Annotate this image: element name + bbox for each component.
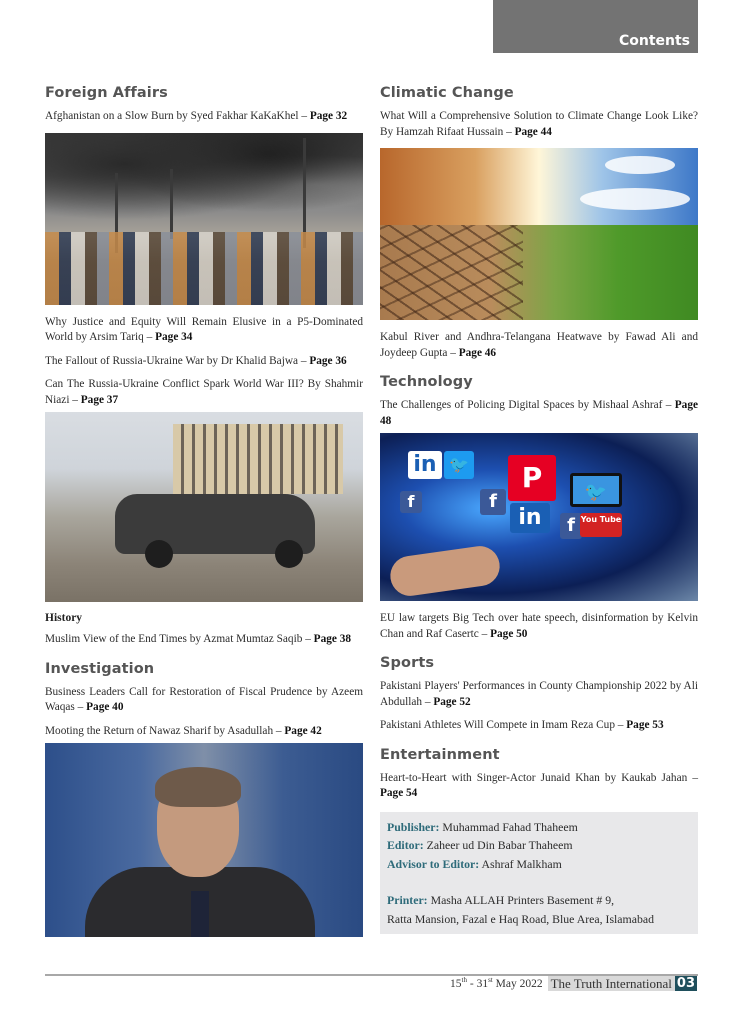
building (173, 424, 343, 494)
toc-entry[interactable] (45, 685, 363, 716)
facebook-icon: f (560, 513, 582, 539)
cloud (580, 188, 690, 210)
publisher-line (387, 818, 690, 837)
utility-pole (170, 169, 173, 239)
entry-page: Page 38 (313, 633, 352, 645)
entry-title: Afghanistan on a Slow Burn by Syed Fakhar KaKaKhel – (45, 110, 310, 122)
contents-label: Contents (618, 33, 690, 49)
tie (191, 891, 209, 937)
linkedin-icon: in (510, 503, 550, 533)
youtube-icon: You Tube (580, 513, 622, 537)
printer-address-2: Ratta Mansion, Fazal e Haq Road, Blue Area, Islamabad (387, 911, 654, 926)
entry-page: Page 37 (80, 393, 119, 406)
editor-name: Zaheer ud Din Babar Thaheem (423, 838, 573, 852)
entry-page: Page 34 (155, 331, 193, 343)
cloud (605, 156, 675, 174)
entry-page: Page 36 (309, 354, 347, 367)
twitter-icon: 🐦 (444, 451, 474, 479)
hair (155, 767, 241, 807)
entry-title: Mooting the Return of Nawaz Sharif by Asadullah – (45, 724, 285, 737)
issue-date: 15th - 31st May 2022 (450, 975, 543, 990)
page-footer (450, 976, 697, 991)
ukraine-destroyed-car-photo (45, 412, 363, 602)
toc-entry[interactable] (45, 315, 363, 346)
nawaz-sharif-portrait-photo (45, 743, 363, 937)
afghanistan-smoke-photo (45, 133, 363, 305)
credits-box (380, 812, 698, 935)
car-wheel (275, 540, 303, 568)
contents-tab (493, 0, 698, 53)
section-heading-foreign-affairs: Foreign Affairs (45, 85, 168, 101)
entry-page: Page 53 (626, 719, 664, 731)
entry-title: The Challenges of Policing Digital Spaces by Mishaal Ashraf – (380, 399, 675, 411)
entry-title: Muslim View of the End Times by Azmat Mumtaz Saqib – (45, 633, 314, 645)
entry-page: Page 48 (380, 399, 698, 427)
page-number: 03 (676, 976, 695, 991)
entry-page: Page 42 (284, 724, 322, 737)
section-heading-investigation: Investigation (45, 660, 155, 677)
crowd (45, 232, 363, 304)
linkedin-icon: in (408, 451, 442, 479)
entry-title: The Fallout of Russia-Ukraine War by Dr Khalid Bajwa – (45, 354, 310, 367)
toc-entry[interactable] (380, 611, 698, 642)
toc-entry[interactable] (380, 718, 698, 734)
entry-title: Pakistani Athletes Will Compete in Imam Reza Cup – (380, 719, 627, 731)
toc-entry[interactable] (380, 330, 698, 361)
advisor-name: Ashraf Malkham (479, 856, 562, 871)
facebook-icon: f (480, 489, 506, 515)
entry-title: What Will a Comprehensive Solution to Climate Change Look Like? By Hamzah Rifaat Hussain – (380, 110, 698, 138)
entry-title: Why Justice and Equity Will Remain Elusive in a P5-Dominated World by Arsim Tariq – (45, 315, 363, 343)
entry-title: Can The Russia-Ukraine Conflict Spark World War III? By Shahmir Niazi – (45, 378, 363, 406)
toc-entry[interactable] (45, 354, 363, 370)
entry-page: Page 44 (514, 125, 552, 138)
entry-title: Business Leaders Call for Restoration of Fiscal Prudence by Azeem Waqas – (45, 685, 363, 713)
magazine-name: The Truth International (548, 976, 675, 991)
section-heading-history: History (45, 612, 83, 624)
toc-entry[interactable] (45, 377, 363, 408)
section-heading-technology: Technology (380, 374, 473, 390)
entry-page: Page 54 (380, 787, 418, 799)
publisher-name: Muhammad Fahad Thaheem (439, 819, 578, 834)
utility-pole (303, 138, 306, 248)
publisher-label: Publisher: (387, 819, 440, 834)
editor-line (387, 836, 690, 855)
car-wheel (145, 540, 173, 568)
printer-address-1: Masha ALLAH Printers Basement # 9, (427, 893, 615, 907)
toc-entry[interactable] (45, 724, 363, 740)
entry-title: Kabul River and Andhra-Telangana Heatwave by Fawad Ali and Joydeep Gupta – (380, 331, 698, 359)
toc-entry[interactable] (45, 109, 363, 125)
printer-line (387, 891, 690, 910)
advisor-label: Advisor to Editor: (387, 856, 480, 871)
toc-entry[interactable] (380, 679, 698, 710)
smoke-cloud (45, 133, 363, 236)
entry-title: EU law targets Big Tech over hate speech, disinformation by Kelvin Chan and Raf Casertc – (380, 612, 698, 640)
climate-change-photo (380, 148, 698, 320)
entry-page: Page 50 (490, 627, 528, 640)
toc-entry[interactable] (380, 771, 698, 802)
section-heading-climatic-change: Climatic Change (380, 85, 514, 101)
social-media-photo (380, 433, 698, 601)
cracked-earth (380, 225, 523, 320)
twitter-icon: 🐦 (570, 473, 622, 507)
advisor-line (387, 855, 690, 874)
entry-title: Pakistani Players' Performances in County Championship 2022 by Ali Abdullah – (380, 680, 698, 708)
section-heading-entertainment: Entertainment (380, 746, 500, 763)
right-column (380, 84, 698, 934)
printer-label: Printer: (387, 893, 428, 907)
entry-title: Heart-to-Heart with Singer-Actor Junaid Khan by Kaukab Jahan – (380, 771, 698, 784)
pinterest-icon: P (508, 455, 556, 501)
entry-page: Page 46 (458, 346, 497, 359)
entry-page: Page 40 (86, 701, 124, 713)
section-heading-sports: Sports (380, 655, 435, 671)
toc-entry[interactable] (380, 398, 698, 429)
editor-label: Editor: (387, 838, 424, 852)
facebook-icon: f (400, 491, 422, 513)
toc-entry[interactable] (45, 632, 363, 648)
entry-page: Page 32 (309, 110, 348, 122)
entry-page: Page 52 (433, 695, 471, 708)
left-column (45, 84, 363, 947)
toc-entry[interactable] (380, 109, 698, 140)
hand (388, 544, 502, 599)
